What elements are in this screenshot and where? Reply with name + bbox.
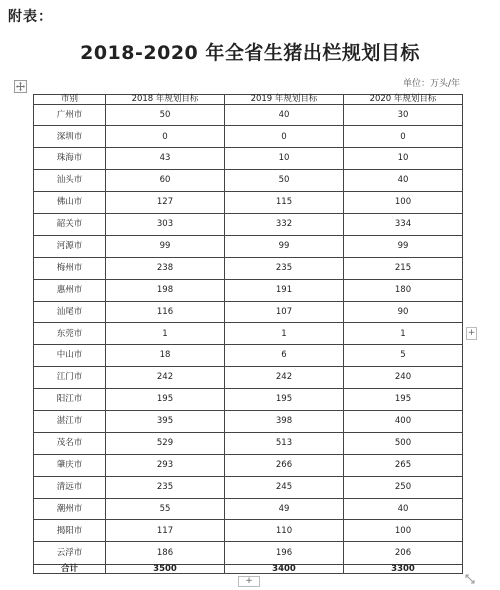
target-2018-cell[interactable]: 303 xyxy=(106,213,225,235)
target-2019-cell[interactable]: 40 xyxy=(225,104,344,126)
target-2020-cell[interactable]: 180 xyxy=(344,279,463,301)
header-2019[interactable]: 2019 年规划目标 xyxy=(225,95,344,105)
header-2018[interactable]: 2018 年规划目标 xyxy=(106,95,225,105)
target-2019-cell[interactable]: 107 xyxy=(225,301,344,323)
target-2020-cell[interactable]: 1 xyxy=(344,323,463,345)
table-row xyxy=(34,148,463,170)
target-2019-cell[interactable]: 191 xyxy=(225,279,344,301)
table-move-handle[interactable] xyxy=(14,80,27,93)
target-2020-cell[interactable]: 5 xyxy=(344,345,463,367)
table-row xyxy=(34,367,463,389)
target-2018-cell[interactable]: 186 xyxy=(106,542,225,564)
target-2018-cell[interactable]: 127 xyxy=(106,192,225,214)
target-2018-cell[interactable]: 195 xyxy=(106,389,225,411)
target-2018-cell[interactable]: 238 xyxy=(106,257,225,279)
total-2020[interactable]: 3300 xyxy=(344,564,463,574)
table-row xyxy=(34,410,463,432)
table-row xyxy=(34,476,463,498)
target-2020-cell[interactable]: 40 xyxy=(344,170,463,192)
table-row xyxy=(34,192,463,214)
city-cell[interactable]: 广州市 xyxy=(34,104,106,126)
total-2019[interactable]: 3400 xyxy=(225,564,344,574)
table-row xyxy=(34,345,463,367)
target-2020-cell[interactable]: 10 xyxy=(344,148,463,170)
city-cell[interactable]: 惠州市 xyxy=(34,279,106,301)
target-2020-cell[interactable]: 100 xyxy=(344,520,463,542)
table-row xyxy=(34,104,463,126)
target-2019-cell[interactable]: 99 xyxy=(225,235,344,257)
table-row xyxy=(34,432,463,454)
resize-corner-icon xyxy=(465,574,475,584)
target-2019-cell[interactable]: 398 xyxy=(225,410,344,432)
target-2018-cell[interactable]: 198 xyxy=(106,279,225,301)
table-header-row xyxy=(34,95,463,105)
target-2018-cell[interactable]: 395 xyxy=(106,410,225,432)
target-2020-cell[interactable]: 215 xyxy=(344,257,463,279)
city-cell[interactable]: 阳江市 xyxy=(34,389,106,411)
target-2019-cell[interactable]: 195 xyxy=(225,389,344,411)
target-2019-cell[interactable]: 245 xyxy=(225,476,344,498)
city-cell[interactable]: 珠海市 xyxy=(34,148,106,170)
target-2019-cell[interactable]: 110 xyxy=(225,520,344,542)
table-row xyxy=(34,257,463,279)
target-2018-cell[interactable]: 117 xyxy=(106,520,225,542)
target-2019-cell[interactable]: 196 xyxy=(225,542,344,564)
table-row xyxy=(34,213,463,235)
city-cell[interactable]: 韶关市 xyxy=(34,213,106,235)
table-row xyxy=(34,323,463,345)
city-cell[interactable]: 佛山市 xyxy=(34,192,106,214)
target-2019-cell[interactable]: 50 xyxy=(225,170,344,192)
header-2020[interactable]: 2020 年规划目标 xyxy=(344,95,463,105)
table-resize-handle[interactable] xyxy=(465,574,475,584)
target-2018-cell[interactable]: 116 xyxy=(106,301,225,323)
target-2020-cell[interactable]: 90 xyxy=(344,301,463,323)
table-row xyxy=(34,126,463,148)
target-2018-cell[interactable]: 99 xyxy=(106,235,225,257)
city-cell[interactable]: 潮州市 xyxy=(34,498,106,520)
table-row xyxy=(34,170,463,192)
target-2020-cell[interactable]: 334 xyxy=(344,213,463,235)
table-row xyxy=(34,389,463,411)
target-2019-cell[interactable]: 49 xyxy=(225,498,344,520)
target-2020-cell[interactable]: 500 xyxy=(344,432,463,454)
table-row xyxy=(34,454,463,476)
city-cell[interactable]: 江门市 xyxy=(34,367,106,389)
add-row-button[interactable]: + xyxy=(238,576,260,587)
table-row xyxy=(34,520,463,542)
target-2020-cell[interactable]: 240 xyxy=(344,367,463,389)
table-row xyxy=(34,301,463,323)
city-cell[interactable]: 云浮市 xyxy=(34,542,106,564)
target-2020-cell[interactable]: 0 xyxy=(344,126,463,148)
target-2019-cell[interactable]: 513 xyxy=(225,432,344,454)
move-icon xyxy=(16,82,25,91)
document-title: 2018-2020 年全省生猪出栏规划目标 xyxy=(80,42,420,64)
target-2020-cell[interactable]: 400 xyxy=(344,410,463,432)
target-2020-cell[interactable]: 30 xyxy=(344,104,463,126)
target-2018-cell[interactable]: 60 xyxy=(106,170,225,192)
city-cell[interactable]: 清远市 xyxy=(34,476,106,498)
city-cell[interactable]: 汕尾市 xyxy=(34,301,106,323)
total-label[interactable]: 合计 xyxy=(34,564,106,574)
table-row xyxy=(34,235,463,257)
table-row xyxy=(34,498,463,520)
appendix-label: 附表： xyxy=(8,9,53,25)
target-2020-cell[interactable]: 99 xyxy=(344,235,463,257)
city-cell[interactable]: 茂名市 xyxy=(34,432,106,454)
target-2020-cell[interactable]: 100 xyxy=(344,192,463,214)
target-2019-cell[interactable]: 0 xyxy=(225,126,344,148)
target-2019-cell[interactable]: 1 xyxy=(225,323,344,345)
city-cell[interactable]: 东莞市 xyxy=(34,323,106,345)
target-2018-cell[interactable]: 529 xyxy=(106,432,225,454)
planning-table xyxy=(33,94,463,574)
city-cell[interactable]: 汕头市 xyxy=(34,170,106,192)
city-cell[interactable]: 揭阳市 xyxy=(34,520,106,542)
target-2020-cell[interactable]: 40 xyxy=(344,498,463,520)
header-city[interactable]: 市别 xyxy=(34,95,106,105)
city-cell[interactable]: 深圳市 xyxy=(34,126,106,148)
city-cell[interactable]: 肇庆市 xyxy=(34,454,106,476)
target-2020-cell[interactable]: 195 xyxy=(344,389,463,411)
target-2018-cell[interactable]: 0 xyxy=(106,126,225,148)
target-2019-cell[interactable]: 235 xyxy=(225,257,344,279)
target-2019-cell[interactable]: 6 xyxy=(225,345,344,367)
target-2019-cell[interactable]: 242 xyxy=(225,367,344,389)
target-2018-cell[interactable]: 1 xyxy=(106,323,225,345)
target-2020-cell[interactable]: 206 xyxy=(344,542,463,564)
table-row xyxy=(34,279,463,301)
total-row xyxy=(34,564,463,574)
add-column-button[interactable]: + xyxy=(467,328,476,338)
city-cell[interactable]: 中山市 xyxy=(34,345,106,367)
target-2018-cell[interactable]: 293 xyxy=(106,454,225,476)
target-2019-cell[interactable]: 10 xyxy=(225,148,344,170)
target-2018-cell[interactable]: 235 xyxy=(106,476,225,498)
target-2019-cell[interactable]: 115 xyxy=(225,192,344,214)
total-2018[interactable]: 3500 xyxy=(106,564,225,574)
target-2018-cell[interactable]: 18 xyxy=(106,345,225,367)
target-2019-cell[interactable]: 332 xyxy=(225,213,344,235)
target-2018-cell[interactable]: 55 xyxy=(106,498,225,520)
target-2019-cell[interactable]: 266 xyxy=(225,454,344,476)
target-2018-cell[interactable]: 43 xyxy=(106,148,225,170)
target-2018-cell[interactable]: 242 xyxy=(106,367,225,389)
table-row xyxy=(34,542,463,564)
city-cell[interactable]: 河源市 xyxy=(34,235,106,257)
target-2020-cell[interactable]: 265 xyxy=(344,454,463,476)
target-2018-cell[interactable]: 50 xyxy=(106,104,225,126)
city-cell[interactable]: 湛江市 xyxy=(34,410,106,432)
city-cell[interactable]: 梅州市 xyxy=(34,257,106,279)
target-2020-cell[interactable]: 250 xyxy=(344,476,463,498)
unit-label: 单位：万头/年 xyxy=(402,79,460,89)
